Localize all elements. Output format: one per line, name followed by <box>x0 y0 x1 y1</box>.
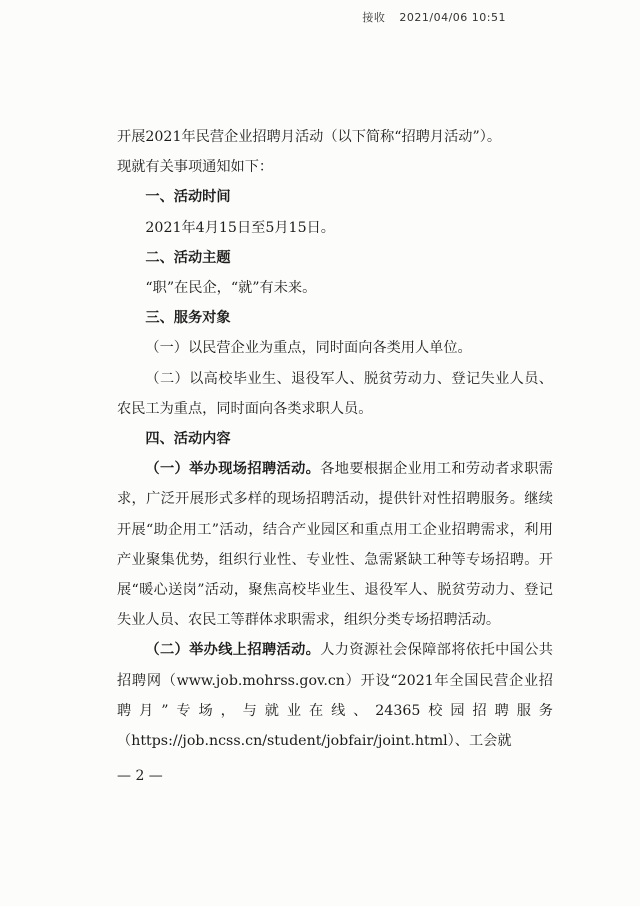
online-recruitment-lead: （二）举办线上招聘活动。 <box>145 642 321 659</box>
paragraph-service-targets-1: （一）以民营企业为重点，同时面向各类用人单位。 <box>145 340 472 357</box>
onsite-recruitment-lead: （一）举办现场招聘活动。 <box>145 461 321 478</box>
intro-line-1: 开展2021年民营企业招聘月活动（以下简称“招聘月活动”）。 <box>117 129 502 145</box>
receipt-stamp <box>362 9 520 25</box>
paragraph-activity-time: 2021年4月15日至5月15日。 <box>145 219 335 236</box>
heading-activity-time: 一、活动时间 <box>145 189 231 206</box>
onsite-recruitment-body: 各地要根据企业用工和劳动者求职需求，广泛开展形式多样的现场招聘活动，提供针对性招聘服务。继续开展“助企用工”活动，结合产业园区和重点用工企业招聘需求，利用产业聚集优势，组织行业性、专业性、急需紧缺工种等专场招聘。开展“暖心送岗”活动，聚焦高校毕业生、退役军人、脱贫劳动力、登记失业人员、农民工等群体求职需求，组织分类专场招聘活动。 <box>117 461 553 629</box>
intro-line-2: 现就有关事项通知如下： <box>117 159 274 176</box>
paragraph-activity-theme: “职”在民企，“就”有未来。 <box>145 280 317 297</box>
heading-service-targets: 三、服务对象 <box>145 310 231 327</box>
receipt-datetime: 2021/04/06 10:51 <box>399 11 506 24</box>
paragraph-service-targets-2: （二）以高校毕业生、退役军人、脱贫劳动力、登记失业人员、农民工为重点，同时面向各类求职人员。 <box>117 370 553 417</box>
heading-activity-theme: 二、活动主题 <box>145 249 231 266</box>
paragraph-onsite-recruitment <box>117 454 553 635</box>
paragraph-online-recruitment <box>117 635 553 756</box>
document-body <box>117 122 553 756</box>
heading-activity-content: 四、活动内容 <box>145 431 231 448</box>
online-recruitment-body: 人力资源社会保障部将依托中国公共招聘网（www.job.mohrss.gov.cn）开设“2021年全国民营企业招聘月”专场，与就业在线、24365校园招聘服务（https://job.ncss.cn/student/jobfair/joint.html）、工会就 <box>117 642 553 750</box>
page-number: — 2 — <box>117 768 163 784</box>
receipt-label: 接收 <box>362 11 386 24</box>
